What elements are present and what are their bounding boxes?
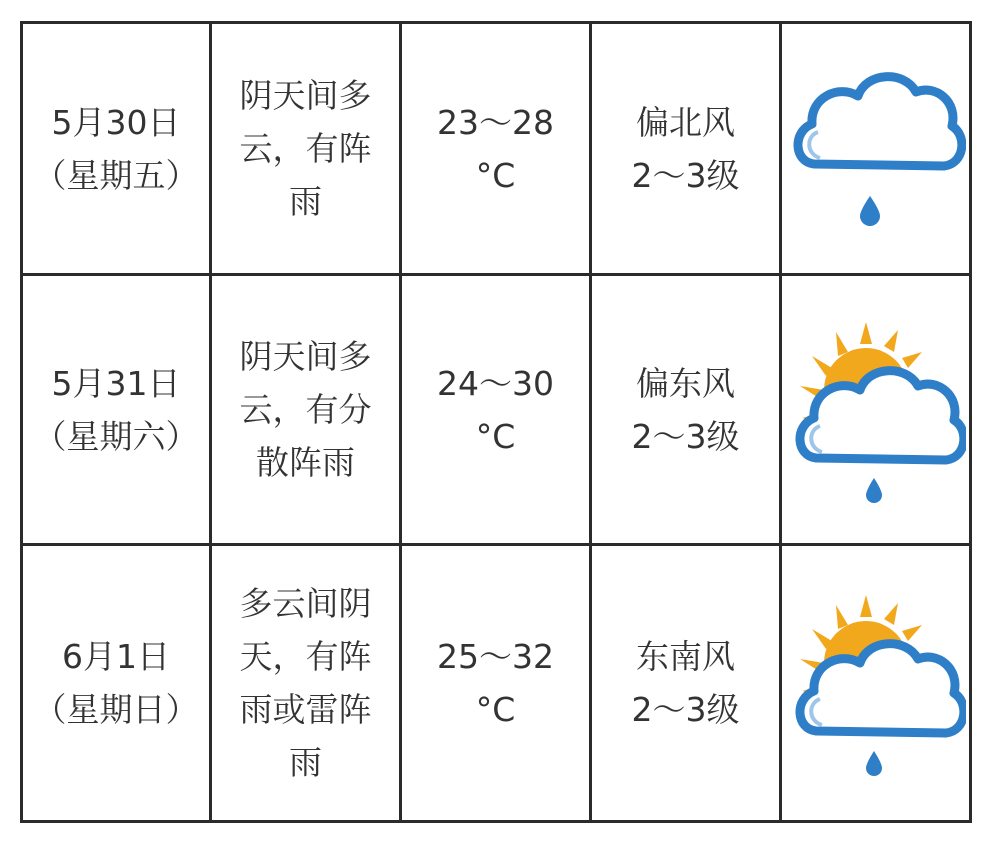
wind-level: 2～3级: [631, 416, 740, 456]
weather-line: 多云间阴: [239, 584, 372, 623]
wind-level: 2～3级: [631, 155, 740, 195]
temperature-cell: [401, 23, 591, 275]
temperature-cell: [401, 275, 591, 545]
wind-cell: [591, 275, 781, 545]
weather-line: 散阵雨: [256, 443, 355, 482]
date-label: 5月30日: [51, 102, 181, 142]
date-label: 5月31日: [51, 363, 181, 403]
sun-cloud-rain-icon: [786, 583, 966, 783]
temp-unit: °C: [475, 690, 516, 729]
weather-line: 阴天间多: [239, 337, 372, 376]
table-row: [22, 23, 971, 275]
wind-level: 2～3级: [631, 690, 740, 729]
cloud-rain-icon: [786, 54, 966, 244]
wind-direction: 偏东风: [636, 363, 735, 403]
weather-line: 云，有阵: [239, 129, 372, 168]
weather-cell: [211, 545, 401, 822]
weather-line: 云，有分: [239, 390, 372, 429]
table-row: [22, 545, 971, 822]
weather-line: 阴天间多: [239, 76, 372, 115]
weather-cell: [211, 275, 401, 545]
weather-cell: [211, 23, 401, 275]
wind-cell: [591, 23, 781, 275]
temp-range: 23～28: [437, 102, 554, 142]
wind-direction: 东南风: [636, 637, 735, 676]
icon-cell: [781, 275, 971, 545]
wind-cell: [591, 545, 781, 822]
weekday-label: （星期日）: [33, 690, 199, 729]
date-cell: [22, 275, 211, 545]
date-cell: [22, 545, 211, 822]
weather-line: 雨: [289, 182, 322, 221]
weather-line: 雨或雷阵: [239, 690, 372, 729]
temp-unit: °C: [475, 155, 516, 195]
temperature-cell: [401, 545, 591, 822]
icon-cell: [781, 23, 971, 275]
weather-line: 雨: [289, 743, 322, 782]
date-cell: [22, 23, 211, 275]
weekday-label: （星期五）: [33, 155, 199, 195]
temp-range: 24～30: [437, 363, 554, 403]
date-label: 6月1日: [62, 637, 170, 676]
table-row: [22, 275, 971, 545]
icon-cell: [781, 545, 971, 822]
sun-cloud-rain-icon: [786, 310, 966, 510]
weather-line: 天，有阵: [239, 637, 372, 676]
wind-direction: 偏北风: [636, 102, 735, 142]
temp-unit: °C: [475, 416, 516, 456]
weekday-label: （星期六）: [33, 416, 199, 456]
temp-range: 25～32: [437, 637, 554, 676]
forecast-table: [20, 21, 972, 823]
